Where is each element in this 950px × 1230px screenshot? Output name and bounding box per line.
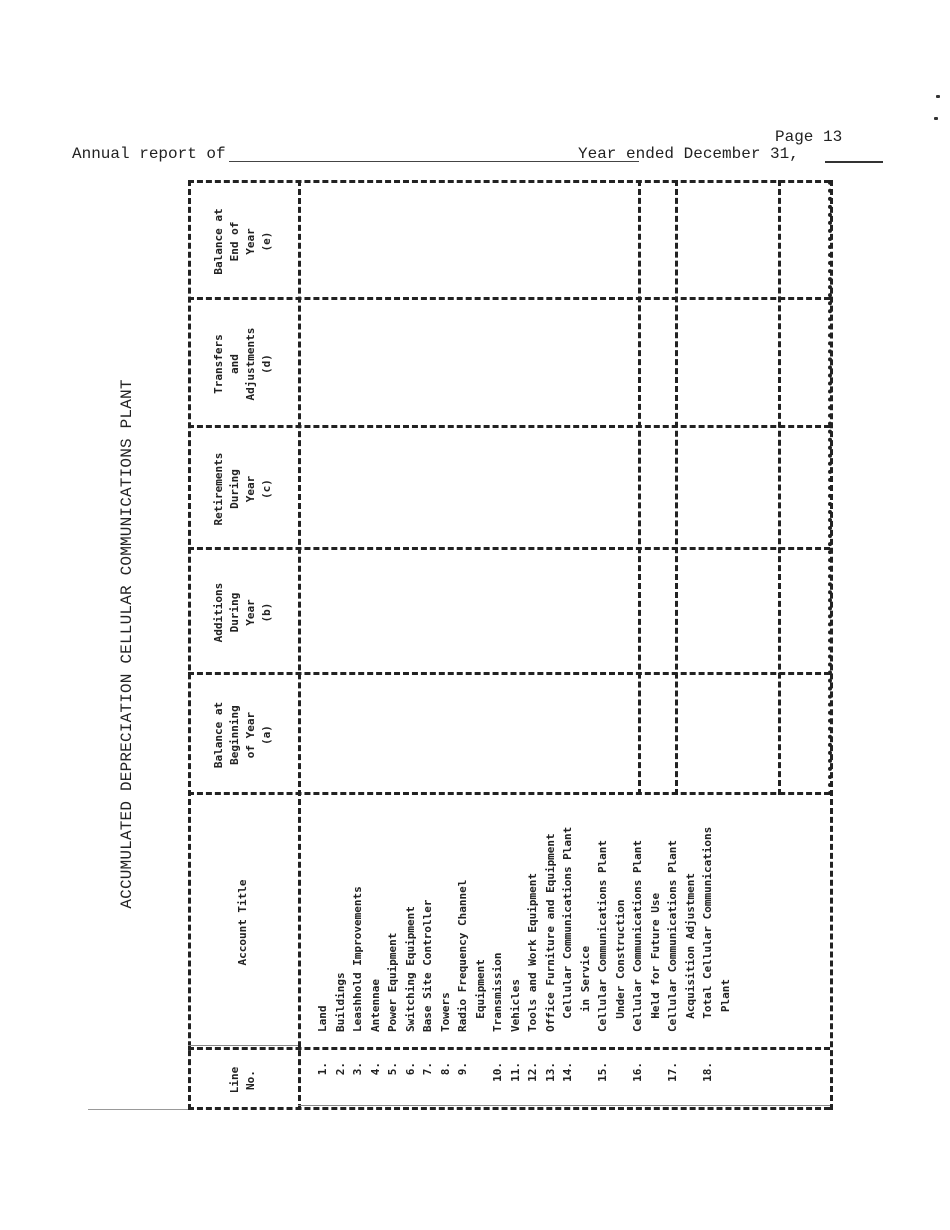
column-header-account: [198, 795, 288, 1050]
line-number: 5.: [386, 1062, 399, 1076]
column-header-line: End of: [228, 221, 241, 262]
line-number: 14.: [561, 1062, 574, 1082]
header-separator: [298, 180, 301, 1110]
line-number: 10.: [491, 1062, 504, 1082]
account-title: Vehicles: [508, 979, 522, 1032]
scan-speck: [934, 117, 938, 120]
column-header-c: [198, 428, 288, 550]
account-title: Land: [316, 1005, 329, 1032]
column-header-line: Beginning: [228, 705, 241, 765]
line-number: 4.: [368, 1062, 382, 1076]
column-header-line: Year: [244, 599, 257, 626]
section-rule: [778, 180, 781, 795]
line-number: 8.: [438, 1062, 452, 1076]
column-header-d: [198, 300, 288, 428]
account-title: Buildings: [333, 972, 347, 1032]
column-header-line: Additions: [212, 582, 225, 643]
column-header-line: Retirements: [212, 452, 225, 526]
year-ended-field[interactable]: [825, 161, 883, 163]
account-title: Plant: [718, 979, 732, 1032]
line-number: 12.: [526, 1062, 539, 1082]
column-header-line: Account Title: [236, 879, 249, 966]
line-number: 17.: [666, 1062, 679, 1082]
account-title: Cellular Communications Plant: [561, 826, 574, 1032]
schedule-table: [188, 180, 830, 1110]
section-rule: [638, 180, 641, 795]
total-rule: [828, 180, 832, 795]
line-number: 9.: [456, 1062, 469, 1076]
guide: [298, 1105, 830, 1106]
account-title: Leashhold Improvements: [351, 886, 364, 1032]
year-ended-label: Year ended December 31,: [578, 145, 799, 163]
line-number: 1.: [316, 1062, 329, 1076]
column-header-line: (a): [260, 725, 273, 745]
form-title: ACCUMULATED DEPRECIATION CELLULAR COMMUNICATIONS PLANT: [118, 379, 136, 909]
line-number: 18.: [701, 1062, 714, 1082]
account-title: Switching Equipment: [403, 906, 417, 1032]
column-header-line: and: [228, 354, 241, 374]
line-number: 13.: [543, 1062, 557, 1082]
column-header-a: [198, 675, 288, 795]
account-title: Base Site Controller: [421, 899, 434, 1032]
account-title: Radio Frequency Channel: [456, 879, 469, 1032]
account-title: Total Cellular Communications: [701, 826, 714, 1032]
account-title: Cellular Communications Plant: [666, 839, 679, 1032]
account-title: Tools and Work Equipment: [526, 873, 539, 1032]
line-number: 11.: [508, 1062, 522, 1082]
account-title: in Service: [578, 945, 592, 1032]
column-header-line: of Year: [244, 711, 257, 759]
section-rule: [675, 180, 678, 795]
column-header-line: (c): [260, 479, 273, 499]
column-header-line: (b): [260, 602, 273, 623]
column-header-line: Adjustments: [244, 327, 257, 401]
page-number: Page 13: [775, 128, 843, 146]
account-title: Antennae: [368, 979, 382, 1032]
column-header-line: (d): [260, 354, 273, 374]
title-band: [88, 179, 188, 1110]
scan-speck: [936, 95, 940, 98]
account-title: Under Construction: [613, 899, 627, 1032]
report-header: [72, 145, 872, 167]
line-number: 6.: [403, 1062, 417, 1076]
account-title: Towers: [438, 992, 452, 1032]
account-title: Equipment: [473, 959, 487, 1032]
column-header-line: Balance at: [212, 701, 225, 769]
column-header-b: [198, 550, 288, 675]
line-number: 7.: [421, 1062, 434, 1076]
account-title: Transmission: [491, 952, 504, 1032]
column-header-line: Line: [228, 1066, 241, 1094]
account-title: Held for Future Use: [648, 892, 662, 1032]
rule: [188, 180, 191, 1110]
column-header-line: Year: [244, 228, 257, 255]
column-header-line: Year: [244, 475, 257, 503]
column-header-line: During: [228, 469, 241, 509]
column-header-e: [198, 183, 288, 300]
column-header-line: Transfers: [212, 334, 225, 394]
line-number: 3.: [351, 1062, 364, 1076]
column-header-line: (e): [260, 231, 273, 252]
column-header-line: During: [228, 592, 241, 633]
column-header-line: No.: [244, 1070, 257, 1090]
column-header-line: [198, 1050, 288, 1110]
line-number: 2.: [333, 1062, 347, 1076]
line-number: 16.: [631, 1062, 644, 1082]
account-title: Acquisition Adjustment: [683, 873, 697, 1032]
column-header-line: Balance at: [212, 208, 225, 275]
line-number: 15.: [596, 1062, 609, 1082]
account-title: Power Equipment: [386, 932, 399, 1032]
account-title: Office Furniture and Equipment: [543, 833, 557, 1032]
account-title: Cellular Communications Plant: [631, 839, 644, 1032]
depreciation-schedule-form: [88, 180, 830, 1110]
account-title: Cellular Communications Plant: [596, 839, 609, 1032]
annual-report-label: Annual report of: [72, 145, 226, 163]
